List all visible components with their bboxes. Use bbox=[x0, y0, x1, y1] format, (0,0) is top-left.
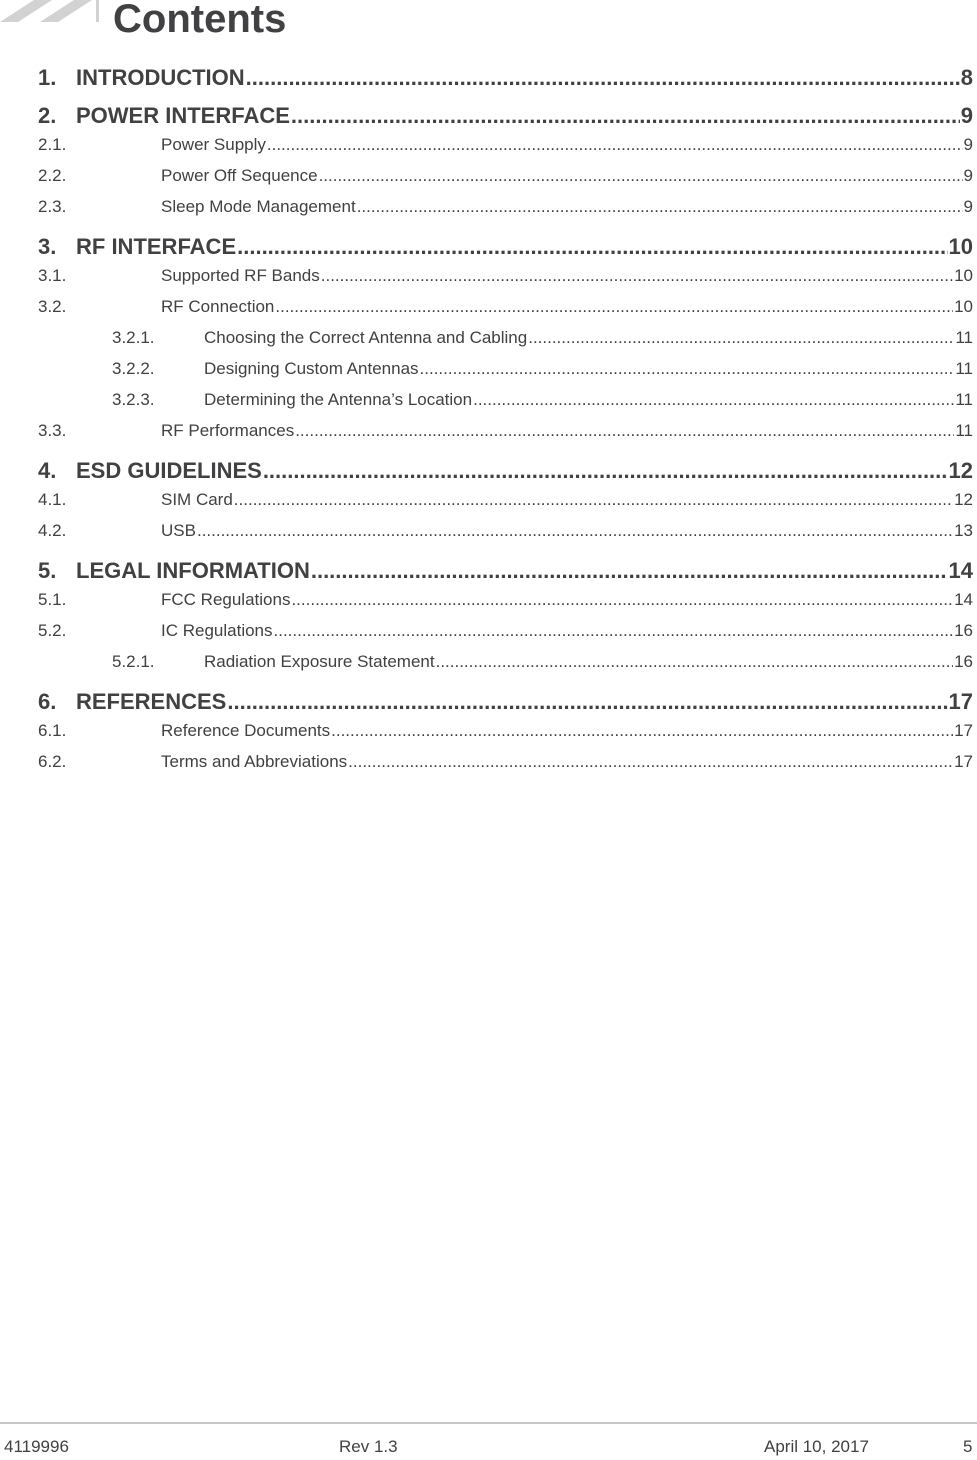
footer-page-number: 5 bbox=[963, 1437, 973, 1456]
toc-entry-number: 1. bbox=[38, 65, 57, 90]
footer-date: April 10, 2017 bbox=[764, 1437, 869, 1456]
toc-entry-number: 6.2. bbox=[38, 752, 67, 771]
footer-revision: Rev 1.3 bbox=[339, 1437, 398, 1456]
toc-entry-title: Radiation Exposure Statement bbox=[204, 652, 435, 671]
toc-entry-page: 16 bbox=[954, 621, 973, 640]
toc-entry-number: 3.2.1. bbox=[112, 328, 155, 347]
toc-entry-page: 8 bbox=[960, 65, 973, 90]
toc-entry-number: 3.2.3. bbox=[112, 390, 155, 409]
toc-entry-title: LEGAL INFORMATION bbox=[76, 558, 310, 583]
toc-entry-number: 5.2. bbox=[38, 621, 67, 640]
toc-entry-page: 9 bbox=[963, 135, 973, 154]
toc-dot-leader bbox=[319, 160, 963, 191]
toc-entry[interactable] bbox=[38, 353, 973, 384]
toc-entry-number: 6.1. bbox=[38, 721, 67, 740]
toc-entry-number: 5.2.1. bbox=[112, 652, 155, 671]
toc-entry-title: SIM Card bbox=[161, 490, 233, 509]
toc-entry-page: 9 bbox=[960, 103, 973, 128]
toc-entry-page: 12 bbox=[948, 458, 973, 483]
toc-entry-number: 4. bbox=[38, 458, 57, 483]
toc-dot-leader bbox=[348, 746, 953, 777]
toc-entry[interactable] bbox=[38, 557, 973, 584]
toc-entry-page: 9 bbox=[963, 197, 973, 216]
toc-dot-leader bbox=[436, 646, 953, 677]
toc-entry-number: 3.2. bbox=[38, 297, 67, 316]
toc-entry[interactable] bbox=[38, 384, 973, 415]
toc-entry-number: 2.2. bbox=[38, 166, 67, 185]
toc-entry-number: 5.1. bbox=[38, 590, 67, 609]
brand-chevron-logo bbox=[0, 0, 110, 30]
toc-entry-title: RF Connection bbox=[161, 297, 275, 316]
toc-entry[interactable] bbox=[38, 64, 973, 91]
toc-entry-page: 9 bbox=[963, 166, 973, 185]
toc-entry-title: RF INTERFACE bbox=[76, 234, 237, 259]
toc-entry[interactable] bbox=[38, 191, 973, 222]
toc-entry[interactable] bbox=[38, 457, 973, 484]
toc-entry[interactable] bbox=[38, 715, 973, 746]
toc-entry[interactable] bbox=[38, 515, 973, 546]
toc-dot-leader bbox=[295, 415, 954, 446]
toc-entry-number: 3.3. bbox=[38, 421, 67, 440]
toc-dot-leader bbox=[528, 322, 954, 353]
toc-entry-title: Determining the Antenna’s Location bbox=[204, 390, 473, 409]
toc-entry-page: 17 bbox=[954, 721, 973, 740]
toc-entry[interactable] bbox=[38, 688, 973, 715]
toc-entry[interactable] bbox=[38, 291, 973, 322]
toc-dot-leader bbox=[274, 615, 954, 646]
toc-entry-page: 12 bbox=[954, 490, 973, 509]
toc-entry-number: 3. bbox=[38, 234, 57, 259]
toc-entry-page: 11 bbox=[955, 328, 973, 347]
toc-entry-number: 5. bbox=[38, 558, 57, 583]
toc-entry-page: 10 bbox=[948, 234, 973, 259]
toc-entry-number: 2.1. bbox=[38, 135, 67, 154]
toc-entry[interactable] bbox=[38, 160, 973, 191]
toc-entry-title: USB bbox=[161, 521, 196, 540]
toc-entry-page: 14 bbox=[948, 558, 973, 583]
toc-dot-leader bbox=[311, 557, 948, 584]
toc-entry-page: 17 bbox=[948, 689, 973, 714]
toc-entry-number: 3.2.2. bbox=[112, 359, 155, 378]
toc-entry-number: 6. bbox=[38, 689, 57, 714]
toc-entry[interactable] bbox=[38, 102, 973, 129]
toc-dot-leader bbox=[263, 457, 948, 484]
toc-entry-title: Choosing the Correct Antenna and Cabling bbox=[204, 328, 528, 347]
footer-doc-number: 4119996 bbox=[4, 1437, 69, 1456]
toc-entry-title: Power Off Sequence bbox=[161, 166, 318, 185]
toc-entry-title: Designing Custom Antennas bbox=[204, 359, 419, 378]
toc-entry[interactable] bbox=[38, 615, 973, 646]
toc-entry-title: IC Regulations bbox=[161, 621, 273, 640]
toc-dot-leader bbox=[227, 688, 947, 715]
toc-dot-leader bbox=[420, 353, 955, 384]
toc-entry-number: 2.3. bbox=[38, 197, 67, 216]
page-title: Contents bbox=[113, 0, 287, 41]
toc-entry-title: POWER INTERFACE bbox=[76, 103, 290, 128]
toc-dot-leader bbox=[275, 291, 953, 322]
toc-entry-title: RF Performances bbox=[161, 421, 295, 440]
toc-dot-leader bbox=[234, 484, 953, 515]
toc-entry[interactable] bbox=[38, 129, 973, 160]
toc-entry-page: 17 bbox=[954, 752, 973, 771]
toc-entry-title: Reference Documents bbox=[161, 721, 331, 740]
toc-dot-leader bbox=[357, 191, 963, 222]
toc-dot-leader bbox=[267, 129, 963, 160]
toc-entry[interactable] bbox=[38, 584, 973, 615]
toc-entry-page: 16 bbox=[954, 652, 973, 671]
toc-entry[interactable] bbox=[38, 260, 973, 291]
toc-entry[interactable] bbox=[38, 233, 973, 260]
toc-entry[interactable] bbox=[38, 415, 973, 446]
toc-dot-leader bbox=[473, 384, 954, 415]
toc-entry-title: Terms and Abbreviations bbox=[161, 752, 348, 771]
toc-entry-page: 13 bbox=[954, 521, 973, 540]
toc-entry-page: 10 bbox=[954, 297, 973, 316]
toc-entry-title: ESD GUIDELINES bbox=[76, 458, 262, 483]
toc-entry-number: 4.2. bbox=[38, 521, 67, 540]
toc-entry-title: Supported RF Bands bbox=[161, 266, 320, 285]
toc-entry-title: REFERENCES bbox=[76, 689, 227, 714]
toc-entry[interactable] bbox=[38, 746, 973, 777]
toc-entry[interactable] bbox=[38, 484, 973, 515]
toc-entry-title: Power Supply bbox=[161, 135, 266, 154]
toc-entry-page: 11 bbox=[955, 359, 973, 378]
toc-entry[interactable] bbox=[38, 646, 973, 677]
toc-dot-leader bbox=[197, 515, 953, 546]
toc-entry-number: 4.1. bbox=[38, 490, 67, 509]
toc-entry[interactable] bbox=[38, 322, 973, 353]
toc-entry-title: INTRODUCTION bbox=[76, 65, 245, 90]
toc-entry-title: Sleep Mode Management bbox=[161, 197, 356, 216]
toc-entry-page: 10 bbox=[954, 266, 973, 285]
toc-dot-leader bbox=[321, 260, 953, 291]
toc-dot-leader bbox=[291, 584, 953, 615]
toc-entry-page: 11 bbox=[955, 421, 973, 440]
toc-entry-page: 14 bbox=[954, 590, 973, 609]
toc-entry-page: 11 bbox=[955, 390, 973, 409]
toc-dot-leader bbox=[331, 715, 953, 746]
toc-entry-number: 3.1. bbox=[38, 266, 67, 285]
toc-dot-leader bbox=[246, 64, 960, 91]
footer-divider bbox=[0, 1422, 977, 1424]
toc-entry-number: 2. bbox=[38, 103, 57, 128]
toc-dot-leader bbox=[291, 102, 960, 129]
toc-entry-title: FCC Regulations bbox=[161, 590, 291, 609]
table-of-contents bbox=[38, 64, 973, 777]
toc-dot-leader bbox=[237, 233, 947, 260]
